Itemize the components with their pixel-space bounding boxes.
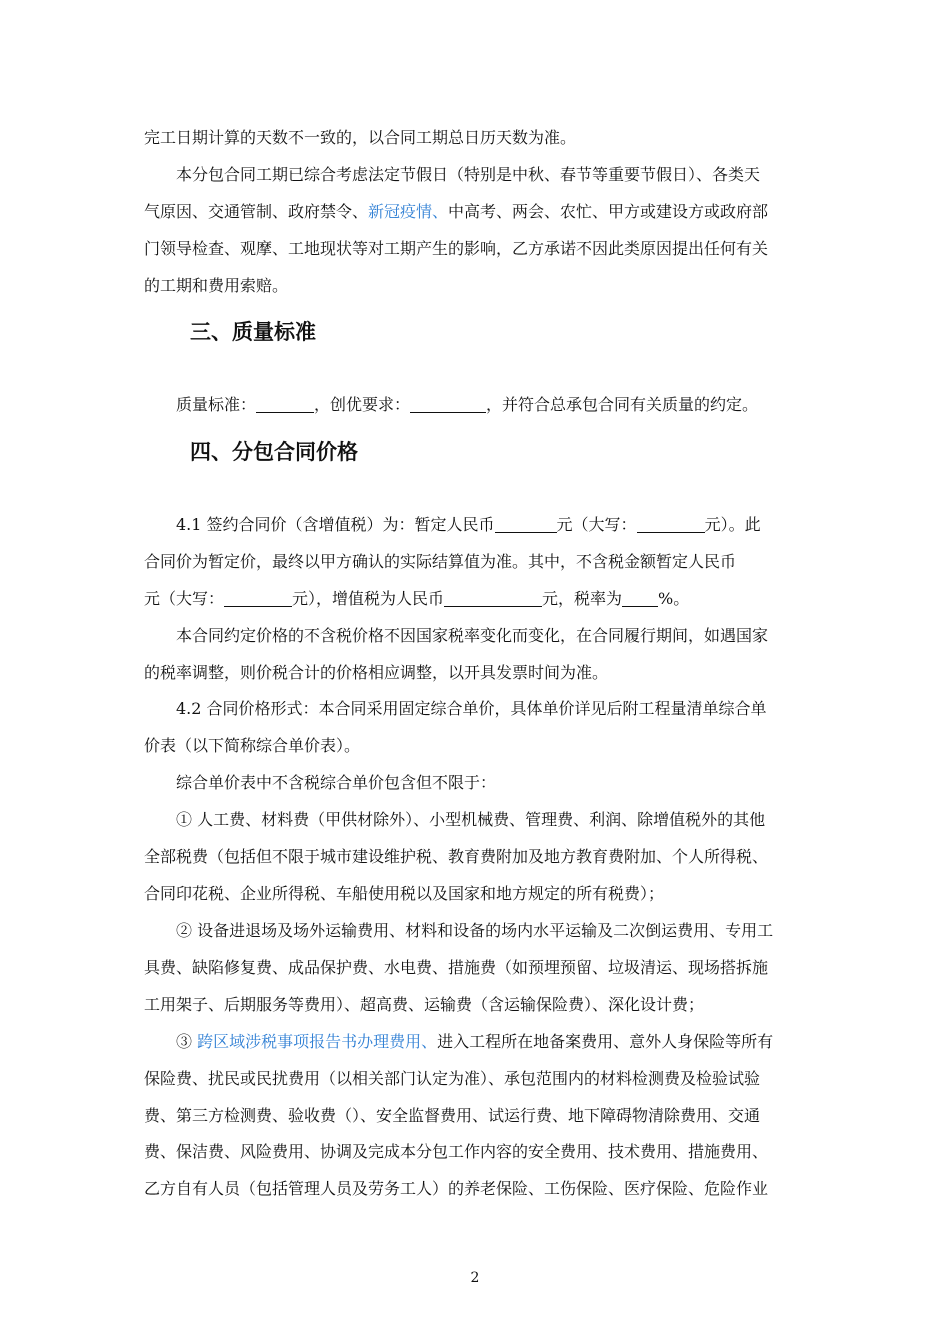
highlighted-text: 新冠疫情、 <box>368 202 449 221</box>
para-line: 具费、缺陷修复费、成品保护费、水电费、措施费（如预埋预留、垃圾清运、现场搭拆施 <box>144 958 769 977</box>
para-line: 本分包合同工期已综合考虑法定节假日（特别是中秋、春节等重要节假日）、各类天 <box>176 165 761 184</box>
para-line: 费、第三方检测费、验收费（）、安全监督费用、试运行费、地下障碍物清除费用、交通 <box>144 1106 761 1125</box>
list-item-3 <box>176 1032 810 1052</box>
text-span: ③ <box>176 1032 198 1051</box>
blank-field <box>444 590 542 607</box>
blank-field <box>622 590 658 607</box>
text-span: 中高考、两会、农忙、甲方或建设方或政府部 <box>448 202 769 221</box>
blank-field <box>256 396 314 413</box>
blank-field <box>495 516 557 533</box>
para-line: 的税率调整，则价税合计的价格相应调整，以开具发票时间为准。 <box>144 663 609 682</box>
para-line: 4.2 合同价格形式：本合同采用固定综合单价，具体单价详见后附工程量清单综合单 <box>176 699 767 718</box>
para-line: 价表（以下简称综合单价表）。 <box>144 736 361 755</box>
text-span: 元（大写： <box>556 515 637 534</box>
quality-line <box>176 395 810 415</box>
para-line: 合同印花税、企业所得税、车船使用税以及国家和地方规定的所有税费）； <box>144 884 665 903</box>
para-line: 费、保洁费、风险费用、协调及完成本分包工作内容的安全费用、技术费用、措施费用、 <box>144 1142 769 1161</box>
para-line: 门领导检查、观摩、工地现状等对工期产生的影响，乙方承诺不因此类原因提出任何有关 <box>144 239 769 258</box>
text-span: ，并符合总承包合同有关质量的约定。 <box>486 395 759 414</box>
list-item-1: ① 人工费、材料费（甲供材除外）、小型机械费、管理费、利润、除增值税外的其他 <box>176 810 766 829</box>
highlighted-text: 跨区域涉税事项报告书办理费用、 <box>197 1032 438 1051</box>
para-line: 工用架子、后期服务等费用）、超高费、运输费（含运输保险费）、深化设计费； <box>144 995 705 1014</box>
text-span: 元，税率为 <box>542 589 623 608</box>
text-span: 元）。此 <box>704 515 761 534</box>
text-span: 气原因、交通管制、政府禁令、 <box>144 202 369 221</box>
section-heading-quality: 三、质量标准 <box>190 320 316 344</box>
para-line: 合同价为暂定价，最终以甲方确认的实际结算值为准。其中，不含税金额暂定人民币 <box>144 552 737 571</box>
para-line: 本合同约定价格的不含税价格不因国家税率变化而变化，在合同履行期间，如遇国家 <box>176 626 769 645</box>
list-item-2: ② 设备进退场及场外运输费用、材料和设备的场内水平运输及二次倒运费用、专用工 <box>176 921 774 940</box>
blank-field <box>224 590 292 607</box>
text-span: 4.1 签约合同价（含增值税）为：暂定人民币 <box>176 515 495 534</box>
para-line: 保险费、扰民或民扰费用（以相关部门认定为准）、承包范围内的材料检测费及检验试验 <box>144 1069 761 1088</box>
para-line: 完工日期计算的天数不一致的，以合同工期总日历天数为准。 <box>144 128 577 147</box>
para-line: 的工期和费用索赔。 <box>144 276 289 295</box>
para-line <box>176 515 810 535</box>
para-line: 乙方自有人员（包括管理人员及劳务工人）的养老保险、工伤保险、医疗保险、危险作业 <box>144 1179 769 1198</box>
para-line: 全部税费（包括但不限于城市建设维护税、教育费附加及地方教育费附加、个人所得税、 <box>144 847 769 866</box>
text-span: ，创优要求： <box>314 395 411 414</box>
blank-field <box>637 516 705 533</box>
blank-field <box>410 396 486 413</box>
para-line <box>144 589 810 609</box>
para-line <box>144 202 810 222</box>
text-span: 质量标准： <box>176 395 257 414</box>
text-span: 元），增值税为人民币 <box>292 589 445 608</box>
text-span: 元（大写： <box>144 589 225 608</box>
para-line: 综合单价表中不含税综合单价包含但不限于： <box>176 773 497 792</box>
text-span: %。 <box>658 589 690 608</box>
text-span: 进入工程所在地备案费用、意外人身保险等所有 <box>437 1032 774 1051</box>
section-heading-price: 四、分包合同价格 <box>190 440 358 464</box>
page-number: 2 <box>470 1270 480 1286</box>
